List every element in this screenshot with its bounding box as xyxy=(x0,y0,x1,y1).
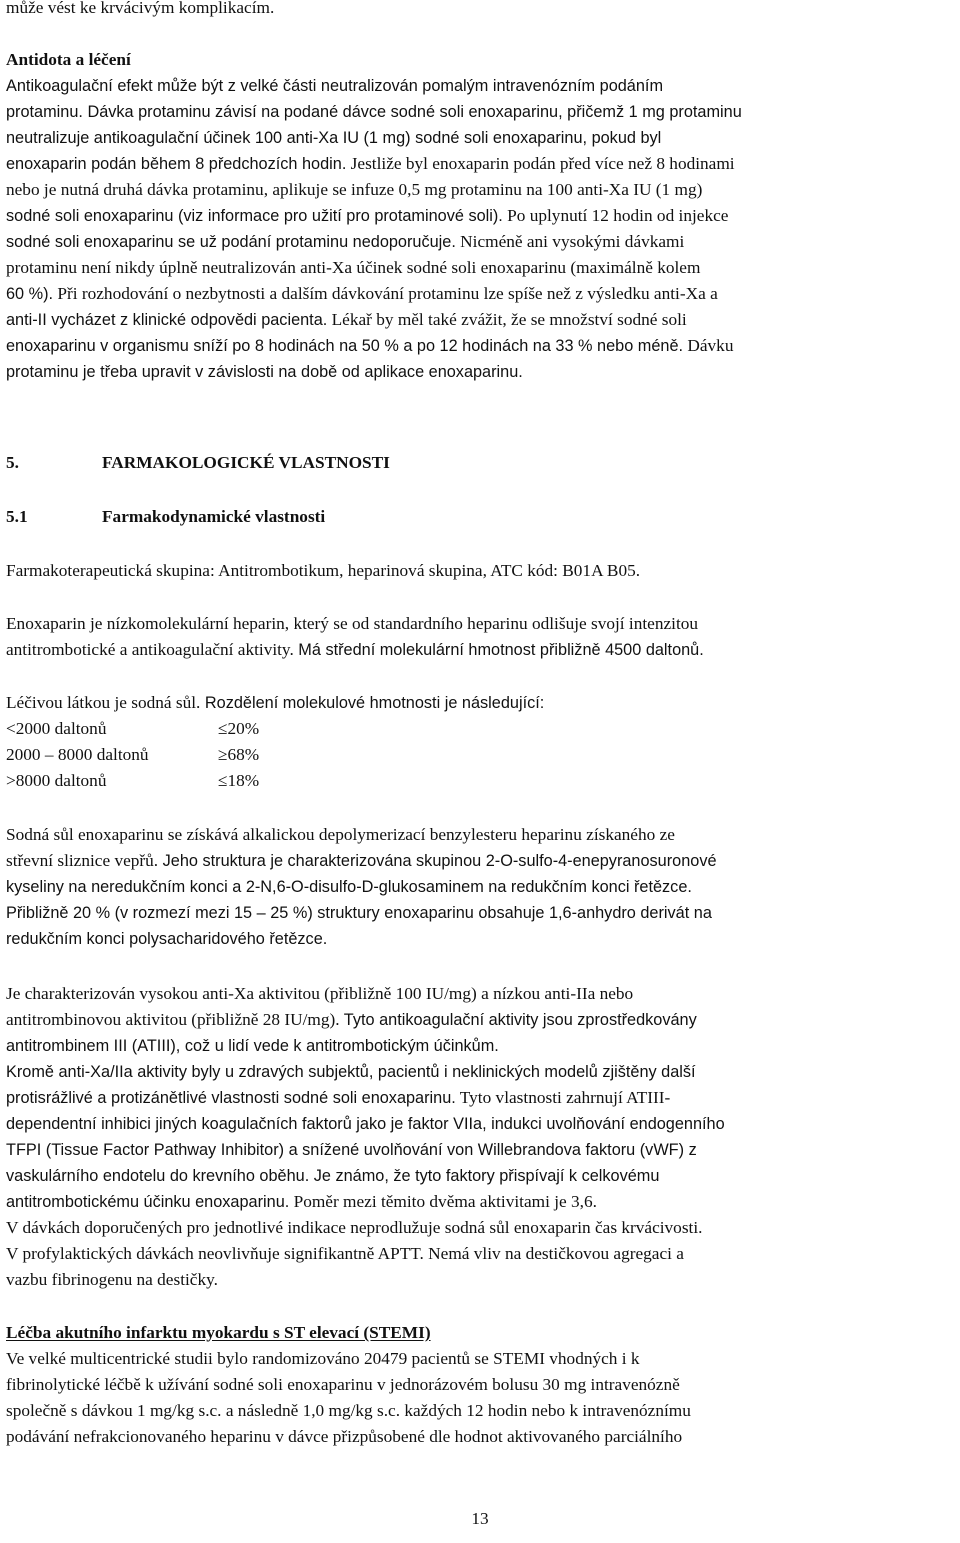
stemi-line-2: fibrinolytické léčbě k užívání sodné soli enoxaparinu v jednorázovém bolusu 30 mg intravenózně xyxy=(6,1375,680,1394)
anti-line-3: antitrombinem III (ATIII), což u lidí vede k antitrombotickým účinkům. xyxy=(6,1037,499,1055)
section-5-1-heading: 5.1 Farmakodynamické vlastnosti xyxy=(6,507,326,526)
enoxaparin-line-2: antitrombotické a antikoagulační aktivity. Má střední molekulární hmotnost přibližně 4500 daltonů. xyxy=(6,640,704,659)
anti-line-10: V dávkách doporučených pro jednotlivé indikace neprodlužuje sodná sůl enoxaparin čas krvácivosti. xyxy=(6,1218,703,1237)
anti-line-2: antitrombinovou aktivitou (přibližně 28 IU/mg). Tyto antikoagulační aktivity jsou zprostředkovány xyxy=(6,1010,697,1029)
stemi-line-1: Ve velké multicentrické studii bylo randomizováno 20479 pacientů se STEMI vhodných i k xyxy=(6,1349,640,1368)
anti-line-4: Kromě anti-Xa/IIa aktivity byly u zdravých subjektů, pacientů i neklinických modelů zjištěny další xyxy=(6,1063,696,1081)
antidota-line-4: enoxaparin podán během 8 předchozích hodin. Jestliže byl enoxaparin podán před více než 8 hodinami xyxy=(6,154,735,173)
anti-line-6: dependentní inhibici jiných koagulačních faktorů jako je faktor VIIa, indukci uvolňování endogenního xyxy=(6,1115,725,1133)
anti-line-7: TFPI (Tissue Factor Pathway Inhibitor) a snížené uvolňování von Willebrandova faktoru (vWF) z xyxy=(6,1141,697,1159)
greater-equal-symbol: ≥ xyxy=(218,745,228,764)
antidota-line-2: protaminu. Dávka protaminu závisí na podané dávce sodné soli enoxaparinu, přičemž 1 mg protaminu xyxy=(6,103,742,121)
anti-line-8: vaskulárního endotelu do krevního oběhu. Je známo, že tyto faktory přispívají k celkovému xyxy=(6,1167,660,1185)
less-equal-symbol: ≤ xyxy=(218,719,228,738)
document-page: může vést ke krvácivým komplikacím. Antidota a léčení Antikoagulační efekt může být z velké části neutralizován pomalým intravenózním podáním protaminu. Dávka protaminu závisí na podané dávce sodné soli enoxaparinu, přičemž 1 mg protaminu neutralizuje antikoagulační účinek 100 anti-Xa IU (1 mg) sodné soli enoxaparinu, pokud byl enoxaparin podán během 8 předchozích hodin. Jestliže byl enoxaparin podán před více než 8 hodinami nebo je nutná druhá dávka protaminu, aplikuje se infuze 0,5 mg protaminu na 100 anti-Xa IU (1 mg) sodné soli enoxaparinu (viz informace pro užití pro protaminové soli). Po uplynutí 12 hodin od injekce sodné soli enoxaparinu se už podání protaminu nedoporučuje. Nicméně ani vysokými dávkami protaminu není nikdy úplně neutralizován anti-Xa účinek sodné soli enoxaparinu (maximálně kolem 60 %). Při rozhodování o nezbytnosti a dalším dávkování protaminu lze spíše než z výsledku anti-Xa a anti-II vycházet z klinické odpovědi pacienta. Lékař by měl také zvážit, že se množství sodné soli enoxaparinu v organismu sníží po 8 hodinách na 50 % a po 12 hodinách na 33 % nebo méně. Dávku protaminu je třeba upravit v závislosti na době od aplikace enoxaparinu. 5. FARMAKOLOGICKÉ VLASTNOSTI 5.1 Farmakodynamické vlastnosti Farmakoterapeutická skupina: Antitrombotikum, heparinová skupina, ATC kód: B01A B05. Enoxaparin je nízkomolekulární heparin, který se od standardního heparinu odlišuje svojí intenzitou antitrombotické a antikoagulační aktivity. Má střední molekulární hmotnost přibližně 4500 daltonů. Léčivou látkou je sodná sůl. Rozdělení molekulové hmotnosti je následující: <2000 daltonů ≤20% 2000 – 8000 daltonů ≥68% >8000 daltonů ≤18% Sodná sůl enoxaparinu se získává alkalickou depolymerizací benzylesteru heparinu získaného ze střevní sliznice vepřů. Jeho struktura je charakterizována skupinou 2-O-sulfo-4-enepyranosuronové kyseliny na neredukčním konci a 2-N,6-O-disulfo-D-glukosaminem na redukčním konci řetězce. Přibližně 20 % (v rozmezí mezi 15 – 25 %) struktury enoxaparinu obsahuje 1,6-anhydro derivát na redukčním konci polysacharidového řetězce. Je charakterizován vysokou anti-Xa aktivitou (přibližně 100 IU/mg) a nízkou anti-IIa nebo antitrombinovou aktivitou (přibližně 28 IU/mg). Tyto antikoagulační aktivity jsou zprostředkovány antitrombinem III (ATIII), což u lidí vede k antitrombotickým účinkům. Kromě anti-Xa/IIa aktivity byly u zdravých subjektů, pacientů i neklinických modelů zjištěny další protisrážlivé a protizánětlivé vlastnosti sodné soli enoxaparinu. Tyto vlastnosti zahrnují ATIII- dependentní inhibici jiných koagulačních faktorů jako je faktor VIIa, indukci uvolňování endogenního TFPI (Tissue Factor Pathway Inhibitor) a snížené uvolňování von Willebrandova faktoru (vWF) z vaskulárního endotelu do krevního oběhu. Je známo, že tyto faktory přispívají k celkovému antitrombotickému účinku enoxaparinu. Poměr mezi těmito dvěma aktivitami je 3,6. V dávkách doporučených pro jednotlivé indikace neprodlužuje sodná sůl enoxaparin čas krvácivosti. V profylaktických dávkách neovlivňuje signifikantně APTT. Nemá vliv na destičkovou agregaci a vazbu fibrinogenu na destičky. Léčba akutního infarktu myokardu s ST elevací (STEMI) Ve velké multicentrické studii bylo randomizováno 20479 pacientů se STEMI vhodných i k fibrinolytické léčbě k užívání sodné soli enoxaparinu v jednorázovém bolusu 30 mg intravenózně společně s dávkou 1 mg/kg s.c. a následně 1,0 mg/kg s.c. každých 12 hodin nebo k intravenóznímu podávání nefrakcionovaného heparinu v dávce přizpůsobené dle hodnot aktivovaného parciálního 13 xyxy=(6,0,954,1543)
antidota-line-3: neutralizuje antikoagulační účinek 100 anti-Xa IU (1 mg) sodné soli enoxaparinu, pokud byl xyxy=(6,129,662,147)
antidota-line-7: sodné soli enoxaparinu se už podání protaminu nedoporučuje. Nicméně ani vysokými dávkami xyxy=(6,232,685,251)
anti-line-1: Je charakterizován vysokou anti-Xa aktivitou (přibližně 100 IU/mg) a nízkou anti-IIa nebo xyxy=(6,984,634,1003)
less-equal-symbol: ≤ xyxy=(218,771,228,790)
anti-line-12: vazbu fibrinogenu na destičky. xyxy=(6,1270,218,1289)
antidota-line-8: protaminu není nikdy úplně neutralizován anti-Xa účinek sodné soli enoxaparinu (maximálně kolem xyxy=(6,258,701,277)
antidota-line-11: enoxaparinu v organismu sníží po 8 hodinách na 50 % a po 12 hodinách na 33 % nebo méně. Dávku xyxy=(6,336,734,355)
anti-line-11: V profylaktických dávkách neovlivňuje signifikantně APTT. Nemá vliv na destičkovou agregaci a xyxy=(6,1244,684,1263)
sodna-line-4: Přibližně 20 % (v rozmezí mezi 15 – 25 %) struktury enoxaparinu obsahuje 1,6-anhydro derivát na xyxy=(6,904,712,922)
antidota-heading: Antidota a léčení xyxy=(6,50,131,69)
sodna-line-1: Sodná sůl enoxaparinu se získává alkalickou depolymerizací benzylesteru heparinu získaného ze xyxy=(6,825,675,844)
page-number: 13 xyxy=(471,1509,489,1528)
farmakoterapeuticka-skupina: Farmakoterapeutická skupina: Antitrombotikum, heparinová skupina, ATC kód: B01A B05. xyxy=(6,561,641,580)
lecivo-line: Léčivou látkou je sodná sůl. Rozdělení molekulové hmotnosti je následující: xyxy=(6,693,545,712)
antidota-line-1: Antikoagulační efekt může být z velké části neutralizován pomalým intravenózním podáním xyxy=(6,77,664,95)
enoxaparin-line-1: Enoxaparin je nízkomolekulární heparin, který se od standardního heparinu odlišuje svojí intenzitou xyxy=(6,614,699,633)
anti-line-9: antitrombotickému účinku enoxaparinu. Poměr mezi těmito dvěma aktivitami je 3,6. xyxy=(6,1192,597,1211)
antidota-line-10: anti-II vycházet z klinické odpovědi pacienta. Lékař by měl také zvážit, že se množství sodné soli xyxy=(6,310,687,329)
top-line: může vést ke krvácivým komplikacím. xyxy=(6,0,275,17)
sodna-line-5: redukčním konci polysacharidového řetězce. xyxy=(6,930,328,948)
stemi-heading: Léčba akutního infarktu myokardu s ST elevací (STEMI) xyxy=(6,1323,431,1342)
section-5-heading: 5. FARMAKOLOGICKÉ VLASTNOSTI xyxy=(6,453,390,472)
antidota-line-5: nebo je nutná druhá dávka protaminu, aplikuje se infuze 0,5 mg protaminu na 100 anti-Xa IU (1 mg) xyxy=(6,180,703,199)
sodna-line-3: kyseliny na neredukčním konci a 2-N,6-O-disulfo-D-glukosaminem na redukčním konci řetězce. xyxy=(6,878,692,896)
antidota-line-12: protaminu je třeba upravit v závislosti na době od aplikace enoxaparinu. xyxy=(6,363,523,381)
antidota-line-6: sodné soli enoxaparinu (viz informace pro užití pro protaminové soli). Po uplynutí 12 hodin od injekce xyxy=(6,206,729,225)
stemi-line-3: společně s dávkou 1 mg/kg s.c. a následně 1,0 mg/kg s.c. každých 12 hodin nebo k intravenóznímu xyxy=(6,1401,691,1420)
sodna-line-2: střevní sliznice vepřů. Jeho struktura je charakterizována skupinou 2-O-sulfo-4-enepyranosuronové xyxy=(6,851,717,870)
stemi-line-4: podávání nefrakcionovaného heparinu v dávce přizpůsobené dle hodnot aktivovaného parciálního xyxy=(6,1427,683,1446)
anti-line-5: protisrážlivé a protizánětlivé vlastnosti sodné soli enoxaparinu. Tyto vlastnosti zahrnují ATIII- xyxy=(6,1088,671,1107)
antidota-line-9: 60 %). Při rozhodování o nezbytnosti a dalším dávkování protaminu lze spíše než z výsledku anti-Xa a xyxy=(6,284,718,303)
